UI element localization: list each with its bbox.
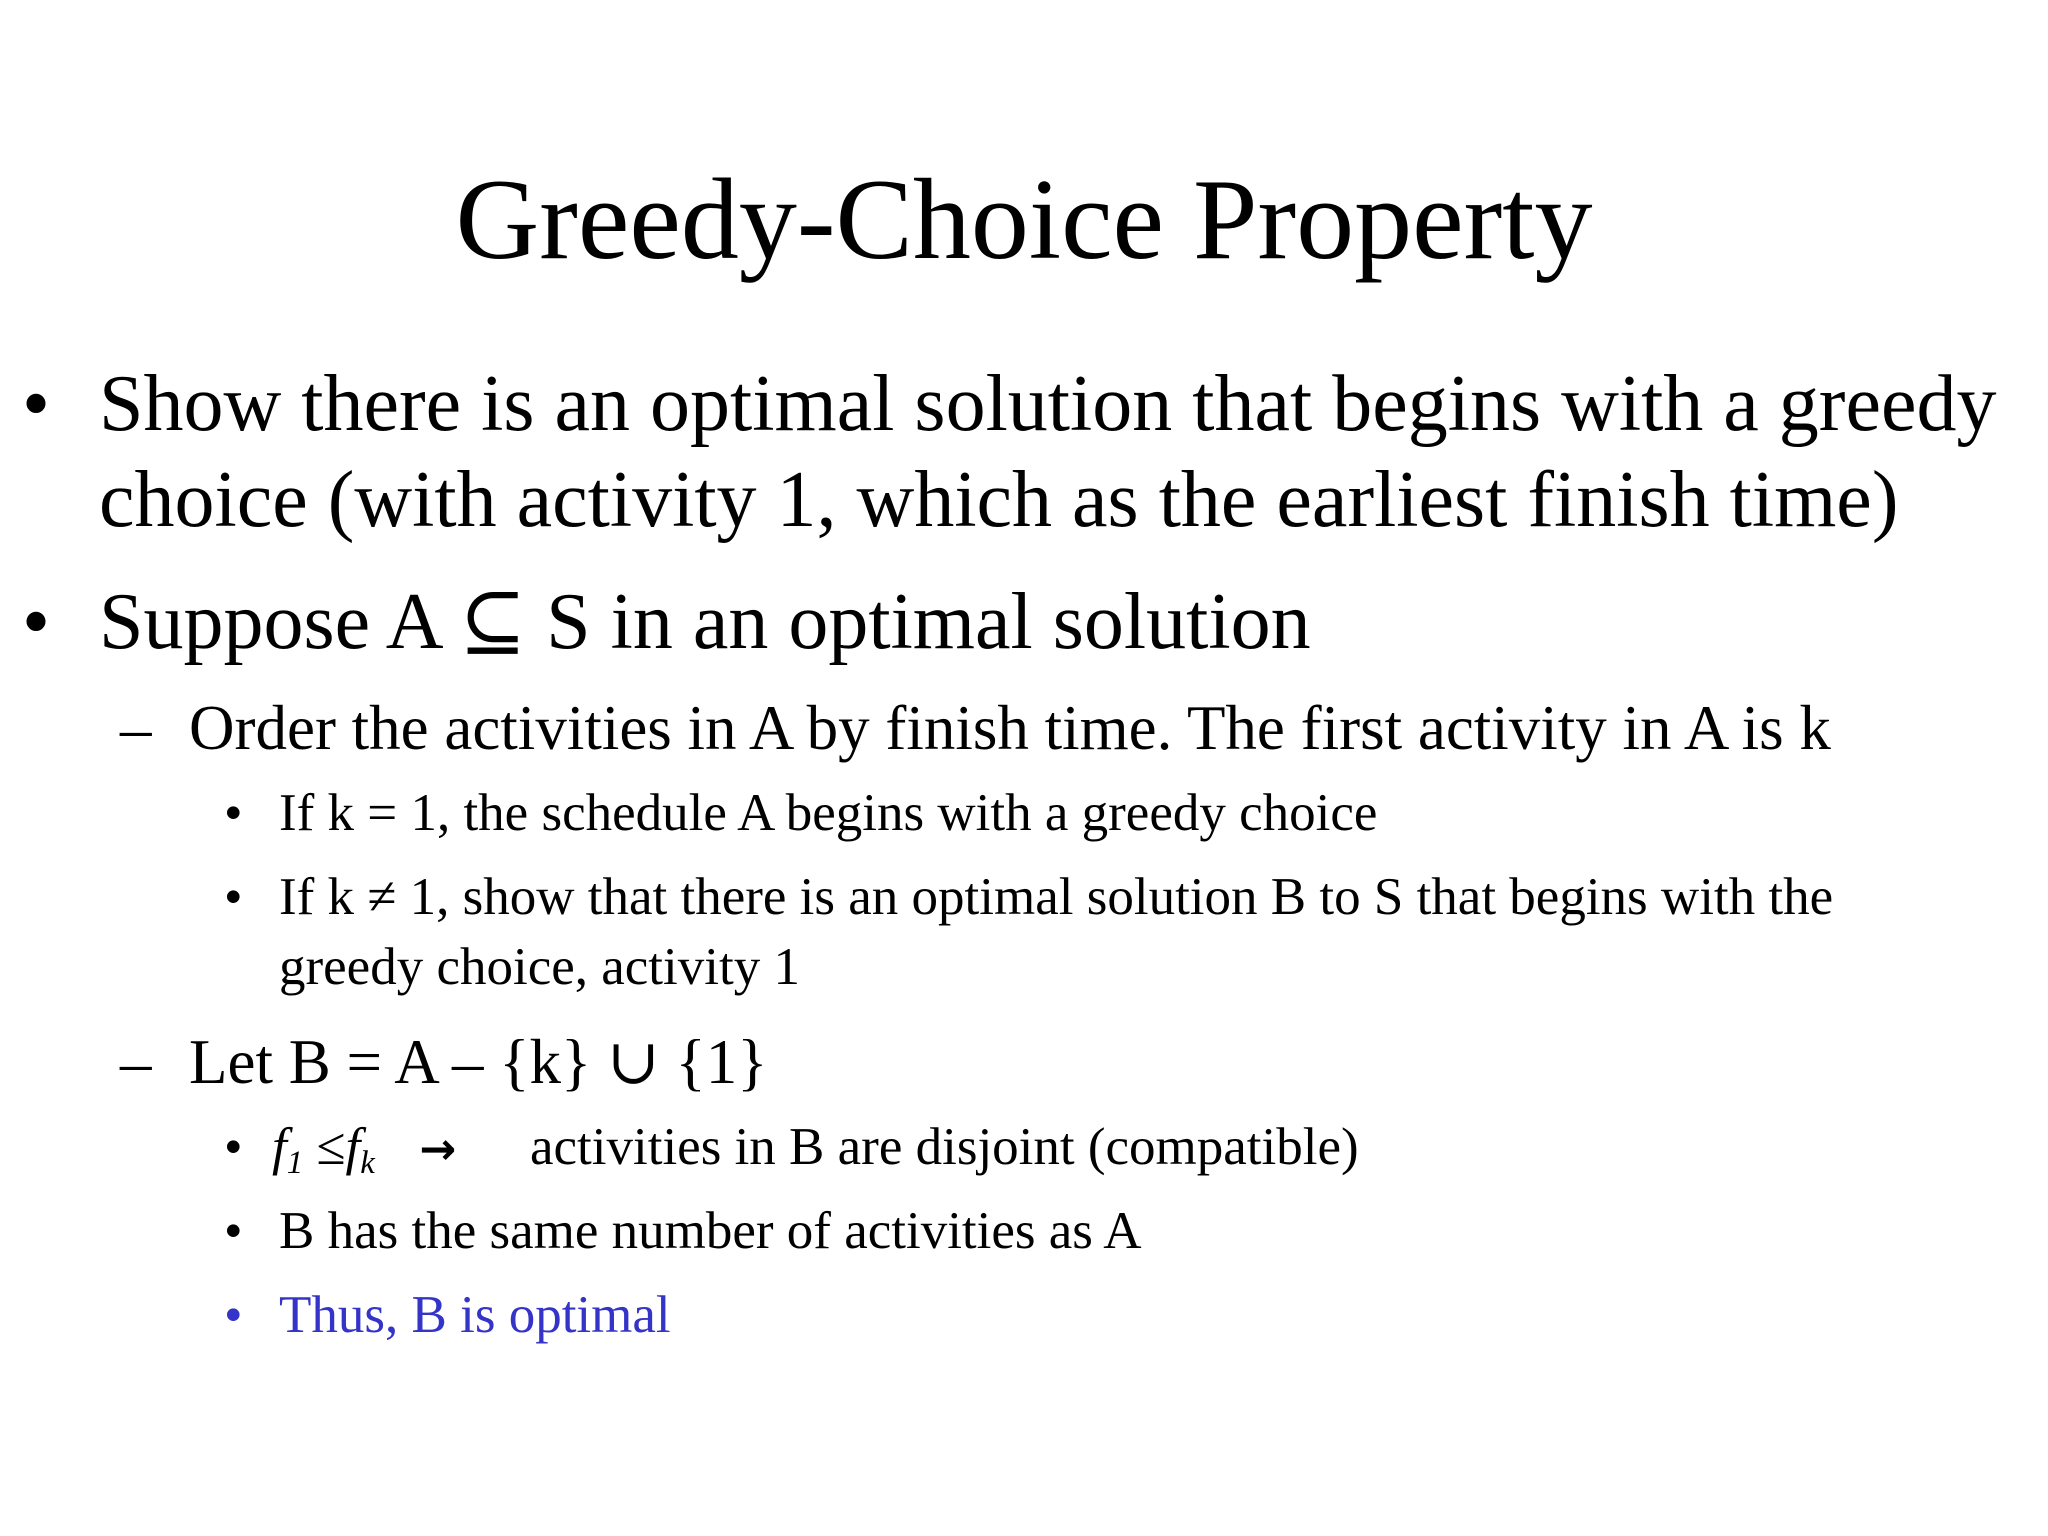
point-text: If k = 1, the schedule A begins with a greedy choice — [279, 784, 1378, 842]
less-equal-symbol: ≤ — [316, 1118, 346, 1176]
bullet-text-line: Show there is an optimal solution that begins with a greedy — [99, 360, 1997, 448]
sub-bullet-text: Order the activities in A by finish time. The first activity in A is k — [189, 693, 1831, 763]
conclusion-text: Thus, B is optimal — [279, 1286, 671, 1344]
dash-marker: – — [120, 693, 152, 763]
point-text: B has the same number of activities as A — [279, 1202, 1142, 1260]
sub-bullet-text: Let B = A – {k} ∪ {1} — [189, 1027, 768, 1097]
dash-marker: – — [120, 1027, 152, 1097]
bullet-marker: • — [22, 578, 51, 666]
bullet-marker: • — [22, 360, 51, 448]
bullet-marker: • — [224, 784, 243, 842]
formula-fk: fk — [345, 1118, 375, 1182]
bullet-marker: • — [224, 1118, 243, 1176]
bullet-text-line: Suppose A ⊆ S in an optimal solution — [99, 578, 1311, 666]
slide-title: Greedy-Choice Property — [455, 156, 1593, 284]
point-text-line: greedy choice, activity 1 — [279, 938, 800, 996]
bullet-marker: • — [224, 868, 243, 926]
bullet-marker: • — [224, 1286, 243, 1344]
bullet-marker: • — [224, 1202, 243, 1260]
arrow-icon: → — [419, 1124, 457, 1175]
formula-f1: f1 — [272, 1118, 304, 1182]
point-text: activities in B are disjoint (compatible) — [530, 1118, 1359, 1176]
bullet-text-line: choice (with activity 1, which as the earliest finish time) — [99, 456, 1899, 544]
point-text-line: If k ≠ 1, show that there is an optimal solution B to S that begins with the — [279, 868, 1834, 926]
formula-point — [272, 1112, 456, 1189]
